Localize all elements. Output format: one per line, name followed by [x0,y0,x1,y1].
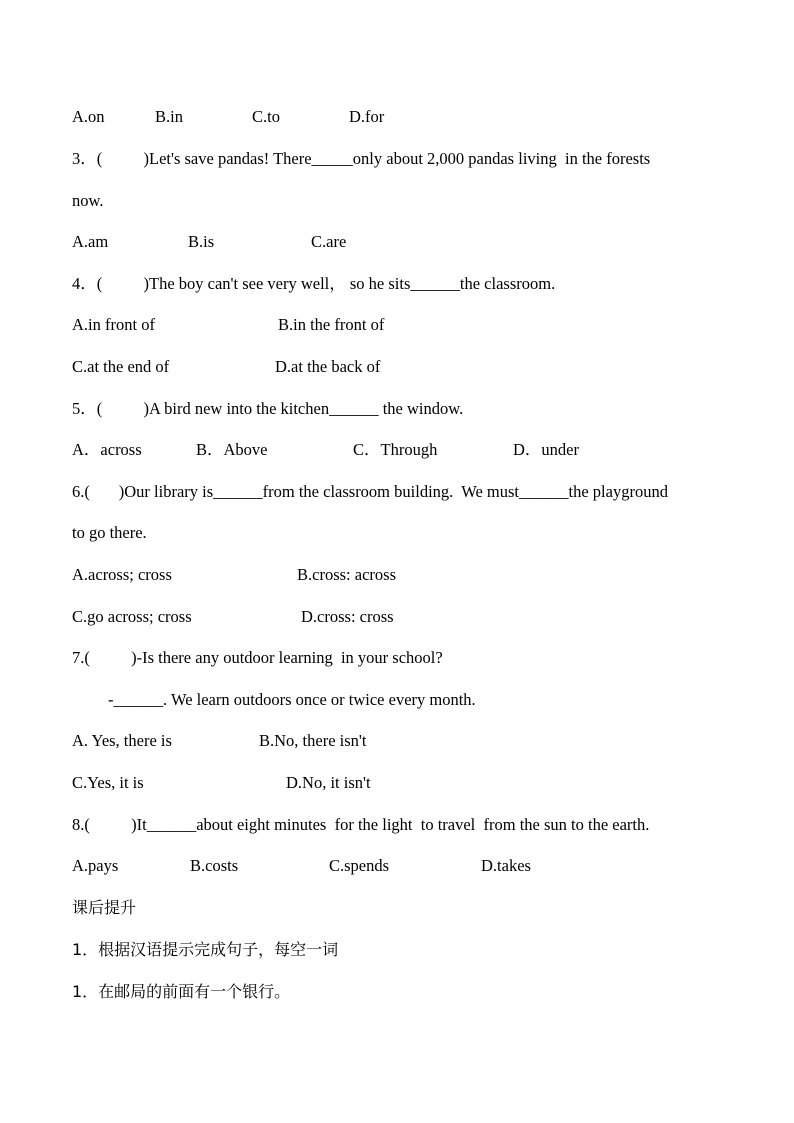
exercise-item-1: 1．在邮局的前面有一个银行。 [72,982,291,1001]
question-6-stem-cont: to go there. [72,523,147,542]
option-a: A.across; cross [72,565,172,584]
option-d: D.at the back of [275,357,381,376]
option-b: B.costs [190,856,239,875]
option-d: D．under [513,440,579,459]
option-d: D.for [349,107,385,126]
option-c: C.Yes, it is [72,773,144,792]
question-5-stem: 5．( )A bird new into the kitchen______ the window. [72,399,464,418]
option-c: C.at the end of [72,357,170,376]
option-c: C.spends [329,856,390,875]
option-c: C．Through [353,440,438,459]
option-d: D.cross: cross [301,607,394,626]
question-7-response: -______. We learn outdoors once or twice every month. [108,690,476,709]
option-b: B.in the front of [278,315,385,334]
option-d: D.takes [481,856,531,875]
option-a: A.am [72,232,109,251]
option-d: D.No, it isn't [286,773,371,792]
option-c: C.to [252,107,280,126]
option-b: B．Above [196,440,268,459]
option-a: A. Yes, there is [72,731,172,750]
option-a: A.in front of [72,315,155,334]
question-3-stem: 3．( )Let's save pandas! There_____only about 2,000 pandas living in the forests [72,149,651,168]
question-3-stem-cont: now. [72,191,104,210]
exercise-instruction: 1．根据汉语提示完成句子，每空一词 [72,940,339,959]
option-a: A．across [72,440,142,459]
option-b: B.cross: across [297,565,396,584]
option-b: B.in [155,107,183,126]
question-7-stem: 7.( )-Is there any outdoor learning in your school? [72,648,443,667]
question-8-stem: 8.( )It______about eight minutes for the light to travel from the sun to the earth. [72,815,650,834]
option-c: C.are [311,232,347,251]
section-heading: 课后提升 [72,898,137,917]
option-a: A.on [72,107,105,126]
option-c: C.go across; cross [72,607,192,626]
question-4-stem: 4．( )The boy can't see very well， so he sits______the classroom. [72,274,556,293]
option-b: B.is [188,232,215,251]
option-a: A.pays [72,856,119,875]
option-b: B.No, there isn't [259,731,367,750]
question-6-stem: 6.( )Our library is______from the classroom building. We must______the playground [72,482,668,501]
